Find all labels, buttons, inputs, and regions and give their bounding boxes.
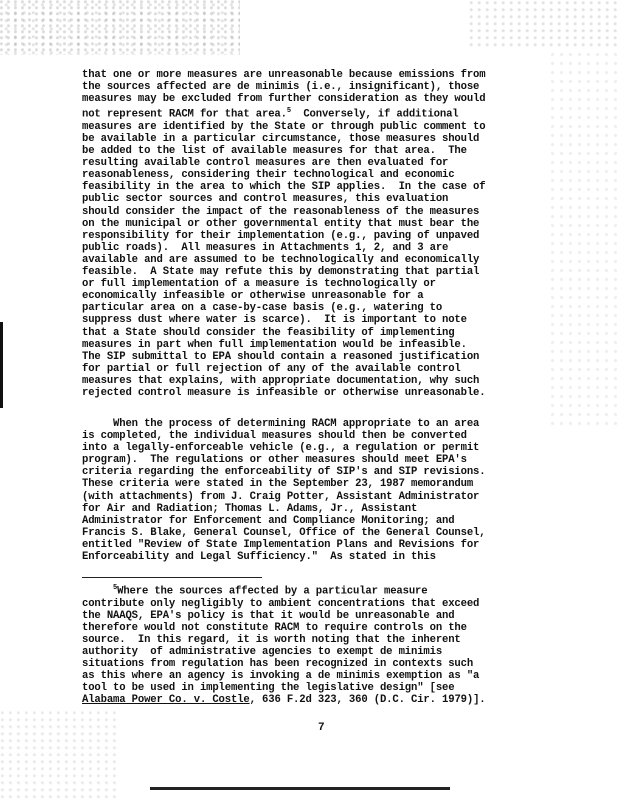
page-number: 7	[318, 722, 325, 734]
scan-noise	[0, 0, 240, 55]
footnote-marker: 5	[113, 584, 118, 592]
scan-noise	[468, 0, 618, 50]
case-citation: Alabama Power Co. v. Costle	[82, 694, 250, 707]
footnote-reference: 5	[286, 107, 291, 116]
paragraph-2: When the process of determining RACM appropriate to an area is completed, the individual measures should then be converted into a legally-enforceable vehicle (e.g., a regulation or permit program). The regulations or other measures should meet EPA's criteria regarding the enforceability of SIP's and SIP revisions. These criteria were stated in the September 23, 1987 memorandum (with attachments) from J. Craig Potter, Assistant Administrator for Air and Radiation; Thomas L. Adams, Jr., Assistant Administrator for Enforcement and Compliance Monitoring; and Francis S. Blake, General Counsel, Office of the General Counsel, entitled "Review of State Implementation Plans and Revisions for Enforceability and Legal Sufficiency." As stated in this	[82, 418, 486, 564]
paragraph-1: that one or more measures are unreasonable because emissions from the sources affected are de minimis (i.e., insignificant), those measures may be excluded from further consideration as they would not represent RACM for that area.$^5$ Conversely, if additional measures are identified by the State or through public comment to be available in a particular circumstance, those measures should be added to the list of available measures for that area. The resulting available control measures are then evaluated for reasonableness, considering their technological and economic feasibility in the area to which the SIP applies. In the case of public sector sources and control measures, this evaluation should consider the impact of the reasonableness of the measures on the municipal or other governmental entity that must bear the responsibility for their implementation (e.g., paving of unpaved public roads). All measures in Attachments 1, 2, and 3 are available and are assumed to be technologically and economically feasible. A State may refute this by demonstrating that partial or full implementation of a measure is technologically or economically infeasible or otherwise unreasonable for a particular area on a case-by-case basis (e.g., watering to suppress dust where water is scarce). It is important to note that a State should consider the feasibility of implementing measures in part when full implementation would be infeasible. The SIP submittal to EPA should contain a reasoned justification for partial or full rejection of any of the available control measures that explains, with appropriate documentation, why such rejected control measure is infeasible or otherwise unreasonable.	[82, 69, 486, 399]
footnote-separator	[82, 577, 262, 578]
scan-edge-mark	[0, 322, 3, 408]
scan-noise	[0, 710, 120, 800]
scan-edge-mark	[150, 787, 450, 790]
footnote: $^5$Where the sources affected by a particular measure contribute only negligibly to ambient concentrations that exceed the NAAQS, EPA's policy is that it would be unreasonable and therefore would not constitute RACM to require controls on the source. In this regard, it is worth noting that the inherent authority of administrative agencies to exempt de minimis situations from regulation has been recognized in contexts such as this where an agency is invoking a de minimis exemption as "a tool to be used in implementing the legislative design" [see Alabama Power Co. v. Costle, 636 F.2d 323, 360 (D.C. Cir. 1979)].	[82, 584, 486, 707]
